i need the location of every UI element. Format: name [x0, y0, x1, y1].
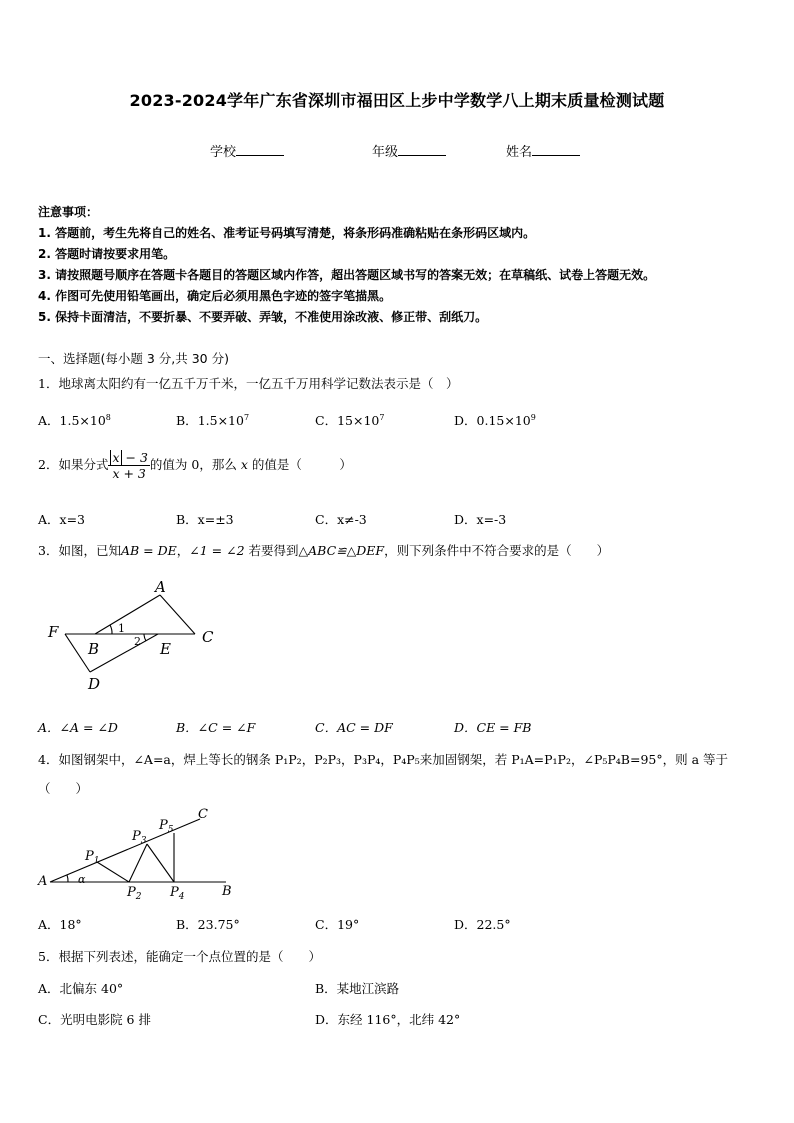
label-alpha: α [78, 873, 86, 886]
q4-figure [30, 804, 240, 900]
label-p2: $P_2$ [127, 885, 142, 900]
school-label: 学校 [210, 145, 237, 160]
q2-var: x [240, 457, 248, 472]
label-d: D [88, 675, 101, 693]
q2-option-b: B．x=±3 [176, 512, 234, 527]
q2-option-a: A．x=3 [38, 512, 86, 527]
q3-cond2: ∠1 = ∠2 [189, 543, 245, 558]
q2-numerator [108, 450, 149, 466]
option-base: 15×10 [337, 413, 380, 428]
q5-option-c: C．光明电影院 6 排 [38, 1012, 151, 1027]
note-item: 1. 答题前，考生先将自己的姓名、准考证号码填写清楚，将条形码准确粘贴在条形码区域内。 [38, 226, 536, 240]
label-a: A [155, 578, 166, 596]
option-base: 0.15×10 [476, 413, 531, 428]
bar-p1p2 [97, 862, 129, 882]
angle-alpha-arc [67, 875, 68, 882]
label-b: B [88, 640, 100, 658]
option-label: D． [454, 413, 477, 428]
option-exp: 9 [530, 412, 536, 422]
label-a: A [38, 874, 48, 889]
option-base: 1.5×10 [59, 413, 106, 428]
question-4-paren: （ ） [38, 781, 89, 796]
q1-option-c [315, 411, 384, 429]
label-f: F [48, 623, 59, 641]
label-angle-1: 1 [118, 622, 125, 635]
angle-2-arc [144, 634, 146, 641]
name-blank [532, 143, 580, 156]
name-label: 姓名 [506, 145, 533, 160]
q5-option-d: D．东经 116°，北纬 42° [315, 1012, 461, 1027]
label-b: B [222, 884, 232, 899]
q3-cond1: AB = DE [120, 543, 177, 558]
label-p5: $P_5$ [159, 818, 174, 835]
q3-prefix: 3．如图，已知 [38, 543, 121, 558]
note-item: 2. 答题时请按要求用笔。 [38, 247, 176, 261]
q4-option-d: D．22.5° [454, 917, 511, 932]
q3-option-d: D．CE = FB [454, 720, 532, 735]
q2-abs-value: x [112, 450, 120, 465]
notes-heading: 注意事项： [38, 205, 99, 219]
line-de [90, 634, 158, 672]
question-4-stem: 4．如图钢架中，∠A=a，焊上等长的钢条 P₁P₂，P₂P₃，P₃P₄，P₄P₅来加固钢架，若 P₁A=P₁P₂，∠P₅P₄B=95°，则 a 等于 [38, 752, 728, 767]
q3-sep: ， [176, 543, 190, 558]
option-exp: 7 [243, 412, 250, 422]
grade-label: 年级 [372, 145, 399, 160]
option-label: A． [38, 413, 60, 428]
question-5-stem: 5．根据下列表述，能确定一个点位置的是（ ） [38, 949, 321, 964]
line-ac [160, 595, 195, 634]
option-base: 1.5×10 [197, 413, 244, 428]
q2-prefix: 2．如果分式 [38, 457, 109, 472]
q3-option-c: C．AC = DF [315, 720, 393, 735]
line-ba [95, 595, 160, 634]
q3-target: △ABC≌△DEF [298, 543, 385, 558]
q2-suffix-b: 的值是（ ） [251, 457, 352, 472]
question-1-stem: 1．地球离太阳约有一亿五千万千米，一亿五千万用科学记数法表示是（ ） [38, 376, 459, 391]
q5-option-a: A．北偏东 40° [38, 981, 124, 996]
q1-option-b [176, 411, 249, 429]
option-label: C． [315, 413, 338, 428]
school-blank [236, 143, 284, 156]
q5-option-b: B．某地江滨路 [315, 981, 400, 996]
q3-option-b: B．∠C = ∠F [176, 720, 256, 735]
option-exp: 8 [105, 412, 111, 422]
q1-option-d [454, 411, 536, 429]
grade-field [372, 141, 446, 160]
section-heading: 一、选择题(每小题 3 分,共 30 分) [38, 351, 229, 366]
page-title: 2023-2024学年广东省深圳市福田区上步中学数学八上期末质量检测试题 [129, 91, 665, 110]
q4-option-a: A．18° [38, 917, 82, 932]
q2-suffix-a: 的值为 0，那么 [149, 457, 237, 472]
q3-figure [40, 574, 230, 694]
label-c: C [202, 628, 214, 646]
question-2-stem [38, 450, 352, 481]
grade-blank [398, 143, 446, 156]
bar-p2p3 [129, 844, 147, 882]
line-fd [65, 634, 90, 672]
label-c: C [198, 807, 208, 822]
q2-numerator-rest: − 3 [125, 450, 148, 465]
q4-option-c: C．19° [315, 917, 360, 932]
q4-option-b: B．23.75° [176, 917, 240, 932]
label-p4: $P_4$ [170, 885, 185, 900]
q3-mid: 若要得到 [248, 543, 299, 558]
school-field [210, 141, 284, 160]
note-item: 4. 作图可先使用铅笔画出，确定后必须用黑色字迹的签字笔描黑。 [38, 289, 392, 303]
bar-p3p4 [147, 844, 174, 882]
name-field [506, 141, 580, 160]
q2-fraction [108, 450, 149, 481]
option-exp: 7 [379, 412, 385, 422]
note-item: 3. 请按照题号顺序在答题卡各题目的答题区域内作答，超出答题区域书写的答案无效；在草稿纸、试卷上答题无效。 [38, 268, 656, 282]
q3-option-a: A．∠A = ∠D [38, 720, 118, 735]
label-angle-2: 2 [134, 635, 141, 648]
q2-option-d: D．x=-3 [454, 512, 507, 527]
label-p1: $P_1$ [85, 849, 100, 866]
ray-ac [50, 819, 200, 882]
q1-option-a [38, 411, 111, 429]
q3-suffix: ，则下列条件中不符合要求的是（ ） [384, 543, 610, 558]
label-e: E [160, 640, 171, 658]
q2-denominator: x + 3 [112, 466, 146, 481]
question-3-stem [38, 541, 609, 559]
option-label: B． [176, 413, 198, 428]
label-p3: $P_3$ [132, 829, 147, 846]
q2-option-c: C．x≠-3 [315, 512, 367, 527]
note-item: 5. 保持卡面清洁，不要折暴、不要弄破、弄皱，不准使用涂改液、修正带、刮纸刀。 [38, 310, 488, 324]
angle-1-arc [110, 625, 112, 634]
